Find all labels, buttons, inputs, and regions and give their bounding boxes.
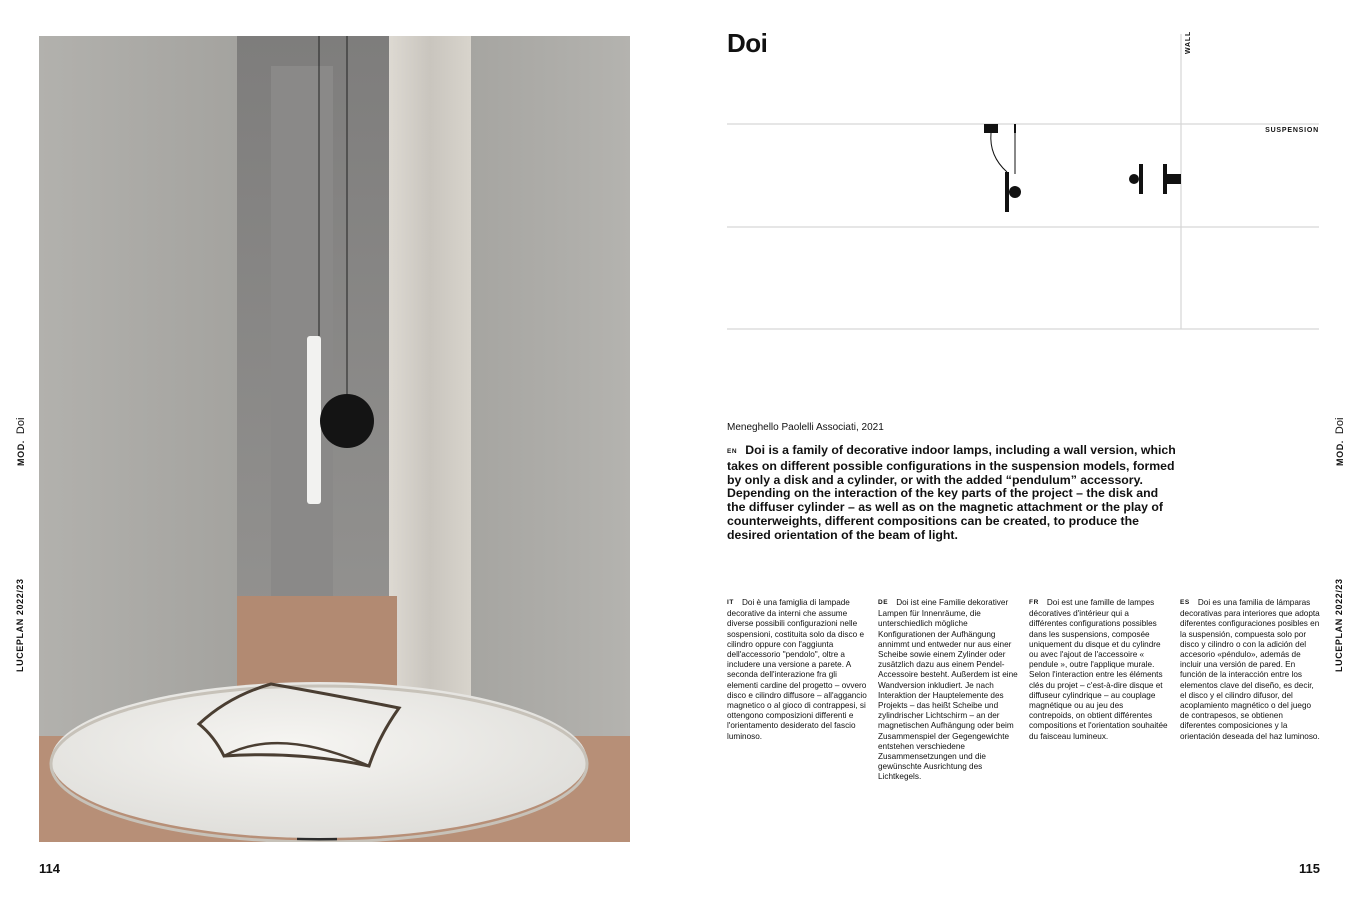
lang-tag-fr: FR [1029,599,1039,606]
side-label-left [15,578,25,672]
lang-tag-es: ES [1180,599,1190,606]
lang-tag-de: DE [878,599,889,606]
lang-tag-it: IT [727,599,734,606]
suspension-label: SUSPENSION [1265,127,1319,134]
designer-credit: Meneghello Paolelli Associati, 2021 [727,422,884,433]
side-label-right-brand: LUCEPLAN 2022/23 [1334,578,1344,672]
product-title: Doi [727,28,768,58]
page-number-left: 114 [39,861,60,876]
lead-paragraph-en [727,444,1177,543]
column-text-es: Doi es una familia de lámparas decorativas para interiores que adopta diferentes configuraciones posibles en la suspensión, compuesta solo por disco y cilindro o con la adición del accesorio «péndulo», además de incluir una versión de pared. En función de la interacción entre los elementos clave del diseño, es decir, el disco y el cilindro difusor, del acoplamiento magnético o del juego de contrapesos, se obtienen diferentes composiciones y la orientación deseada del haz luminoso. [1180,598,1320,741]
side-label-right-name: Doi [1334,417,1346,435]
side-label-left-brand: LUCEPLAN 2022/23 [15,578,25,672]
lead-text: Doi is a family of decorative indoor lamps, including a wall version, which takes on different possible configurations in the suspension models, formed by only a disk and a cylinder, or with the added “pendulum” accessory. Depending on the interaction of the key parts of the project – the disk and the diffuser cylinder – as well as on the magnetic attachment or the play of counterweights, different compositions can be created, to produce the desired orientation of the beam of light. [727,443,1176,542]
suspension-pendulum-icon [984,124,1021,212]
side-label-left-mod: MOD. [16,440,26,466]
column-text-it: Doi è una famiglia di lampade decorative da interni che assume diverse possibili configurazioni nelle sospensioni, costituita solo da disco e cilindro oppure con l'aggiunta dell'accessorio "pendolo", oltre a includere una versione a parete. A seconda dell'interazione fra gli elementi cardine del progetto – ovvero disco e cilindro diffusore – all'aggancio magnetico o al gioco di contrappesi, si ottengono composizioni differenti e l'orientamento desiderato del fascio luminoso. [727,598,867,741]
page-number-right: 115 [1299,861,1320,876]
side-label-left-model [15,418,27,466]
side-label-right [1334,578,1344,672]
wall-lamp-icon [1129,164,1143,194]
configuration-diagram [727,30,1319,334]
text-column-fr [1029,598,1169,742]
lamp-photo [39,36,630,842]
diagram-lines [727,34,1319,334]
side-label-right-mod: MOD. [1335,440,1345,466]
text-column-es [1180,598,1320,742]
column-text-fr: Doi est une famille de lampes décoratives d'intérieur qui a différentes configurations possibles dans les suspensions, composée uniquement du disque et du cylindre ou avec l'ajout de l'accessoire « pendule », outre l'applique murale. Selon l'interaction entre les éléments clés du projet – c'est-à-dire disque et diffuseur cylindrique – au couplage magnétique ou au jeu des contrepoids, on obtient différentes compositions et l'orientation souhaitée du faisceau lumineux. [1029,598,1168,741]
text-column-de [878,598,1018,783]
text-column-it [727,598,867,742]
wall-label: WALL [1185,30,1192,54]
column-text-de: Doi ist eine Familie dekorativer Lampen für Innenräume, die unterschiedlich mögliche Konfigurationen der Aufhängung annimmt und entweder nur aus einer Scheibe sowie einem Zylinder oder zusätzlich dazu aus einem Pendel-Accessoire besteht. Außerdem ist eine Wandversion inkludiert. Je nach Interaktion der Hauptelemente des Projekts – das heißt Scheibe und zylindrischer Lichtschirm – an der magnetischen Aufhängung oder beim Zusammenspiel der Gegengewichte entstehen verschiedene Zusammensetzungen und die gewünschte Ausrichtung des Lichtkegels. [878,598,1018,782]
lang-tag-en: EN [727,448,738,455]
wall-bracket-icon [1163,164,1181,194]
lamp-photo-illustration [39,36,630,842]
side-label-right-model [1334,418,1346,466]
side-label-left-name: Doi [15,417,27,435]
